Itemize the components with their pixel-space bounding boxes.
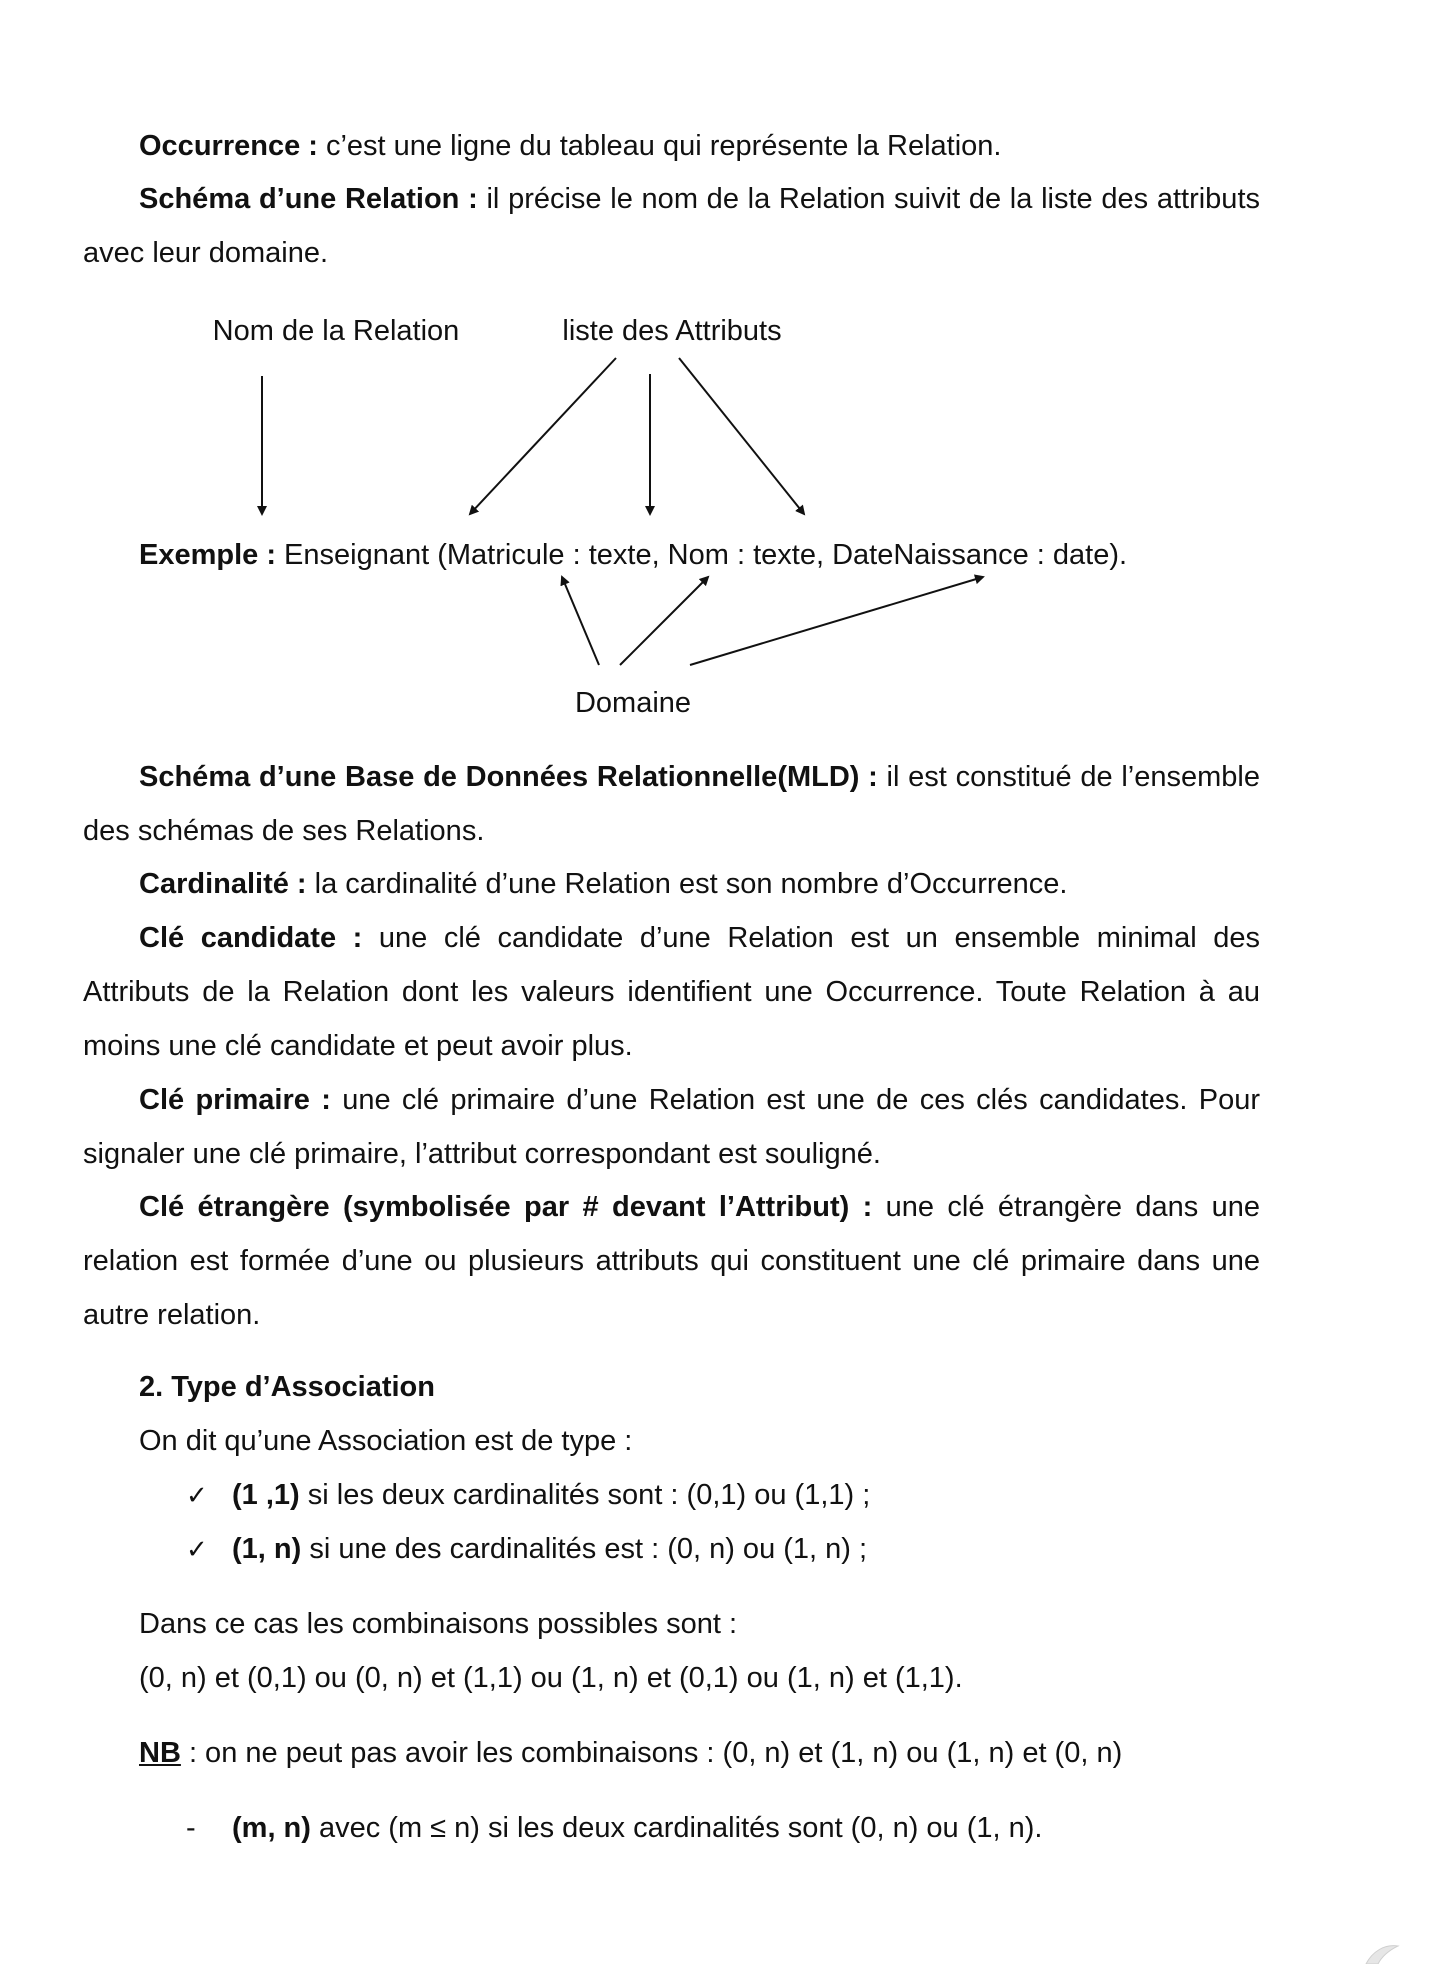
example-line — [139, 528, 1127, 582]
definition-cle-candidate — [83, 911, 1260, 1073]
label-nom-relation: Nom de la Relation — [212, 315, 460, 347]
definition-cle-etrangere — [83, 1180, 1260, 1342]
bullet-text: si une des cardinalités est : (0, n) ou (1, n) ; — [301, 1533, 868, 1565]
cle-primaire-text: une clé primaire d’une Relation est une de ces clés candidates. Pour signaler une clé primaire, l’attribut correspondant est souligné. — [83, 1084, 1260, 1170]
nb-label: NB — [139, 1737, 181, 1769]
mn-text: avec (m ≤ n) si les deux cardinalités sont (0, n) ou (1, n). — [310, 1812, 1043, 1844]
nb-note — [139, 1726, 1122, 1780]
cle-candidate-text: une clé candidate d’une Relation est un ensemble minimal des Attributs de la Relation dont les valeurs identifient une Occurrence. Toute Relation à au moins une clé candidate et peut avoir plus. — [83, 922, 1260, 1062]
cardinalite-term: Cardinalité : — [139, 868, 307, 900]
occurrence-text: c’est une ligne du tableau qui représente la Relation. — [317, 130, 1002, 162]
schema-relation-text: il précise le nom de la Relation suivit de la liste des attributs avec leur domaine. — [83, 183, 1260, 269]
schema-bdd-term: Schéma d’une Base de Données Relationnelle(MLD) : — [139, 761, 878, 793]
arrow-attributs-to-datenaissance — [679, 358, 804, 514]
bullet-item — [186, 1522, 867, 1576]
occurrence-term: Occurrence : — [139, 130, 318, 162]
label-liste-attributs: liste des Attributs — [562, 315, 782, 347]
schema-relation-term: Schéma d’une Relation : — [139, 183, 478, 215]
example-term: Exemple : — [139, 539, 276, 571]
bullet-bold: (1, n) — [232, 1533, 302, 1565]
bullet-text: si les deux cardinalités sont : (0,1) ou (1,1) ; — [299, 1479, 871, 1511]
label-domaine: Domaine — [574, 687, 692, 719]
checkmark-icon: ✓ — [186, 1480, 208, 1510]
definition-schema-bdd — [83, 750, 1260, 858]
example-text: Enseignant (Matricule : texte, Nom : texte, DateNaissance : date). — [276, 539, 1128, 571]
checkmark-icon: ✓ — [186, 1534, 208, 1564]
cle-candidate-term: Clé candidate : — [139, 922, 363, 954]
mn-bold: (m, n) — [232, 1812, 311, 1844]
cle-primaire-term: Clé primaire : — [139, 1084, 331, 1116]
cle-etrangere-text: une clé étrangère dans une relation est formée d’une ou plusieurs attributs qui constituent une clé primaire dans une autre relation. — [83, 1191, 1260, 1331]
combos-intro: Dans ce cas les combinaisons possibles sont : — [139, 1608, 738, 1640]
bullet-bold: (1 ,1) — [232, 1479, 300, 1511]
page-curl-icon — [1364, 1942, 1400, 1964]
cle-etrangere-term: Clé étrangère (symbolisée par # devant l’Attribut) : — [139, 1191, 873, 1223]
arrow-domaine-to-date — [690, 577, 983, 665]
dash-marker: - — [186, 1812, 196, 1844]
section-intro: On dit qu’une Association est de type : — [139, 1425, 633, 1457]
nb-text: : on ne peut pas avoir les combinaisons : (0, n) et (1, n) ou (1, n) et (0, n) — [180, 1737, 1123, 1769]
definition-cle-primaire — [83, 1073, 1260, 1181]
schema-bdd-text: il est constitué de l’ensemble des schémas de ses Relations. — [83, 761, 1260, 847]
combos-list: (0, n) et (0,1) ou (0, n) et (1,1) ou (1, n) et (0,1) ou (1, n) et (1,1). — [139, 1662, 963, 1694]
arrow-attributs-to-matricule — [470, 358, 616, 514]
arrow-domaine-to-texte2 — [620, 577, 708, 665]
cardinalite-text: la cardinalité d’une Relation est son nombre d’Occurrence. — [306, 868, 1068, 900]
bullet-item — [186, 1468, 870, 1522]
definition-cardinalite — [83, 857, 1260, 911]
mn-item — [186, 1801, 1042, 1855]
relation-schema-diagram — [0, 0, 1440, 760]
arrow-domaine-to-texte1 — [562, 577, 599, 665]
section-heading: 2. Type d’Association — [139, 1371, 435, 1403]
